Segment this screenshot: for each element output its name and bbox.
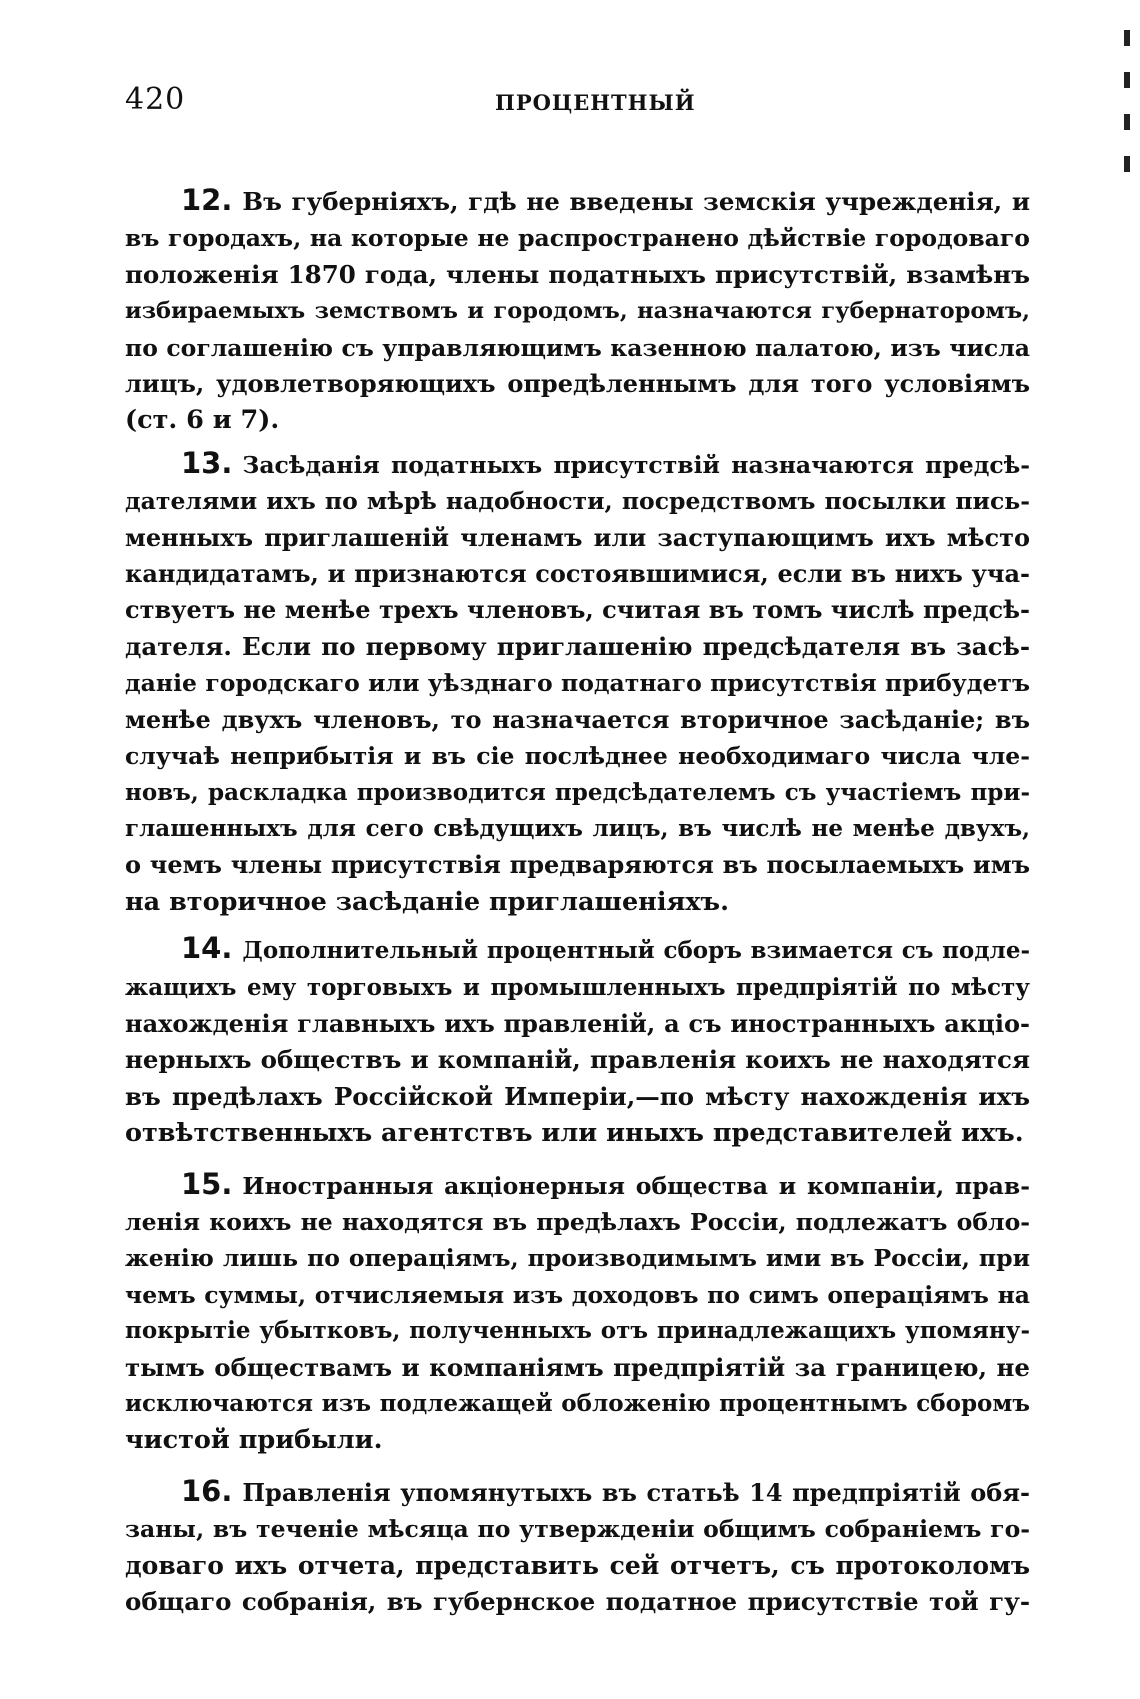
text-line: покрытіе убытковъ, полученныхъ отъ принадлежащихъ упомяну- <box>125 1317 1030 1345</box>
text-line: положенія 1870 года, члены податныхъ присутствій, взамѣнъ <box>125 259 1030 289</box>
text-line: 16. Правленія упомянутыхъ въ статьѣ 14 предпріятій обя- <box>181 1473 1030 1508</box>
text-line: нахожденія главныхъ ихъ правленій, а съ иностранныхъ акціо- <box>125 1008 1030 1038</box>
text-line: кандидатамъ, и признаются состоявшимися, если въ нихъ уча- <box>125 559 1030 589</box>
text-line: лицъ, удовлетворяющихъ опредѣленнымъ для того условіямъ <box>125 369 1030 399</box>
text-line: 14. Дополнительный процентный сборъ взимается съ подле- <box>181 931 1030 966</box>
text-line: нерныхъ обществъ и компаній, правленія коихъ не находятся <box>125 1045 1030 1075</box>
text-line: даніе городскаго или уѣзднаго податнаго присутствія прибудетъ <box>125 669 1030 698</box>
text-line: въ городахъ, на которые не распространено дѣйствіе городоваго <box>125 224 1030 253</box>
text-line: случаѣ неприбытія и въ сіе послѣднее необходимаго числа чле- <box>125 742 1030 771</box>
text-line: ленія коихъ не находятся въ предѣлахъ Россіи, подлежатъ обло- <box>125 1207 1030 1236</box>
text-line: новъ, раскладка производится предсѣдателемъ съ участіемъ при- <box>125 778 1030 806</box>
article-number: 13. <box>181 445 233 480</box>
text-line: исключаются изъ подлежащей обложенію процентнымъ сборомъ <box>125 1390 1030 1417</box>
text-line: избираемыхъ земствомъ и городомъ, назначаются губернаторомъ, <box>125 298 1030 325</box>
text-line: менныхъ приглашеній членамъ или заступающимъ ихъ мѣсто <box>125 522 1030 552</box>
text-line: въ предѣлахъ Россійской Имперіи,—по мѣсту нахожденія ихъ <box>125 1081 1030 1111</box>
article-number: 16. <box>181 1473 233 1508</box>
text-line: чистой прибыли. <box>125 1425 383 1456</box>
article-number: 14. <box>181 931 233 966</box>
article-15 <box>125 1166 1030 1459</box>
text-line: (ст. 6 и 7). <box>125 405 280 436</box>
text-line: заны, въ теченіе мѣсяца по утвержденіи общимъ собраніемъ го- <box>125 1515 1030 1544</box>
page-number: 420 <box>125 82 186 117</box>
article-16 <box>125 1473 1030 1621</box>
body-text <box>125 182 1030 1626</box>
text-line: дателями ихъ по мѣрѣ надобности, посредствомъ посылки пись- <box>125 487 1030 516</box>
text-line: глашенныхъ для сего свѣдущихъ лицъ, въ числѣ не менѣе двухъ, <box>125 814 1030 842</box>
text-line: 13. Засѣданія податныхъ присутствій назначаются предсѣ- <box>181 445 1030 480</box>
text-line: чемъ суммы, отчисляемыя изъ доходовъ по симъ операціямъ на <box>125 1280 1030 1309</box>
article-number: 15. <box>181 1166 233 1201</box>
text-line: ствуетъ не менѣе трехъ членовъ, считая въ томъ числѣ предсѣ- <box>125 595 1030 625</box>
text-line: женію лишь по операціямъ, производимымъ ими въ Россіи, при <box>125 1244 1030 1273</box>
article-14 <box>125 930 1030 1151</box>
text-line: жащихъ ему торговыхъ и промышленныхъ предпріятій по мѣсту <box>125 973 1030 1001</box>
text-line: доваго ихъ отчета, представить сей отчетъ, съ протоколомъ <box>125 1550 1030 1580</box>
text-line: о чемъ члены присутствія предваряются въ посылаемыхъ имъ <box>125 850 1030 880</box>
text-line: дателя. Если по первому приглашенію предсѣдателя въ засѣ- <box>125 631 1030 661</box>
page-header <box>125 82 1030 126</box>
article-number: 12. <box>181 183 233 217</box>
scan-edge-mark <box>1124 30 1130 180</box>
text-line: менѣе двухъ членовъ, то назначается вторичное засѣданіе; въ <box>125 704 1030 734</box>
text-line: отвѣтственныхъ агентствъ или иныхъ представителей ихъ. <box>125 1118 1024 1149</box>
article-12 <box>125 182 1030 439</box>
text-line: 15. Иностранныя акціонерныя общества и компаніи, прав- <box>181 1166 1030 1201</box>
text-line: тымъ обществамъ и компаніямъ предпріятій за границею, не <box>125 1352 1030 1382</box>
text-line: на вторичное засѣданіе приглашеніяхъ. <box>125 886 729 917</box>
running-title: ПРОЦЕНТНЫЙ <box>495 90 696 115</box>
article-13 <box>125 445 1030 920</box>
text-line: по соглашенію съ управляющимъ казенною палатою, изъ числа <box>125 333 1030 362</box>
text-line: общаго собранія, въ губернское податное присутствіе той гу- <box>125 1587 1030 1617</box>
text-line: 12. Въ губерніяхъ, гдѣ не введены земскія учрежденія, и <box>181 183 1030 217</box>
